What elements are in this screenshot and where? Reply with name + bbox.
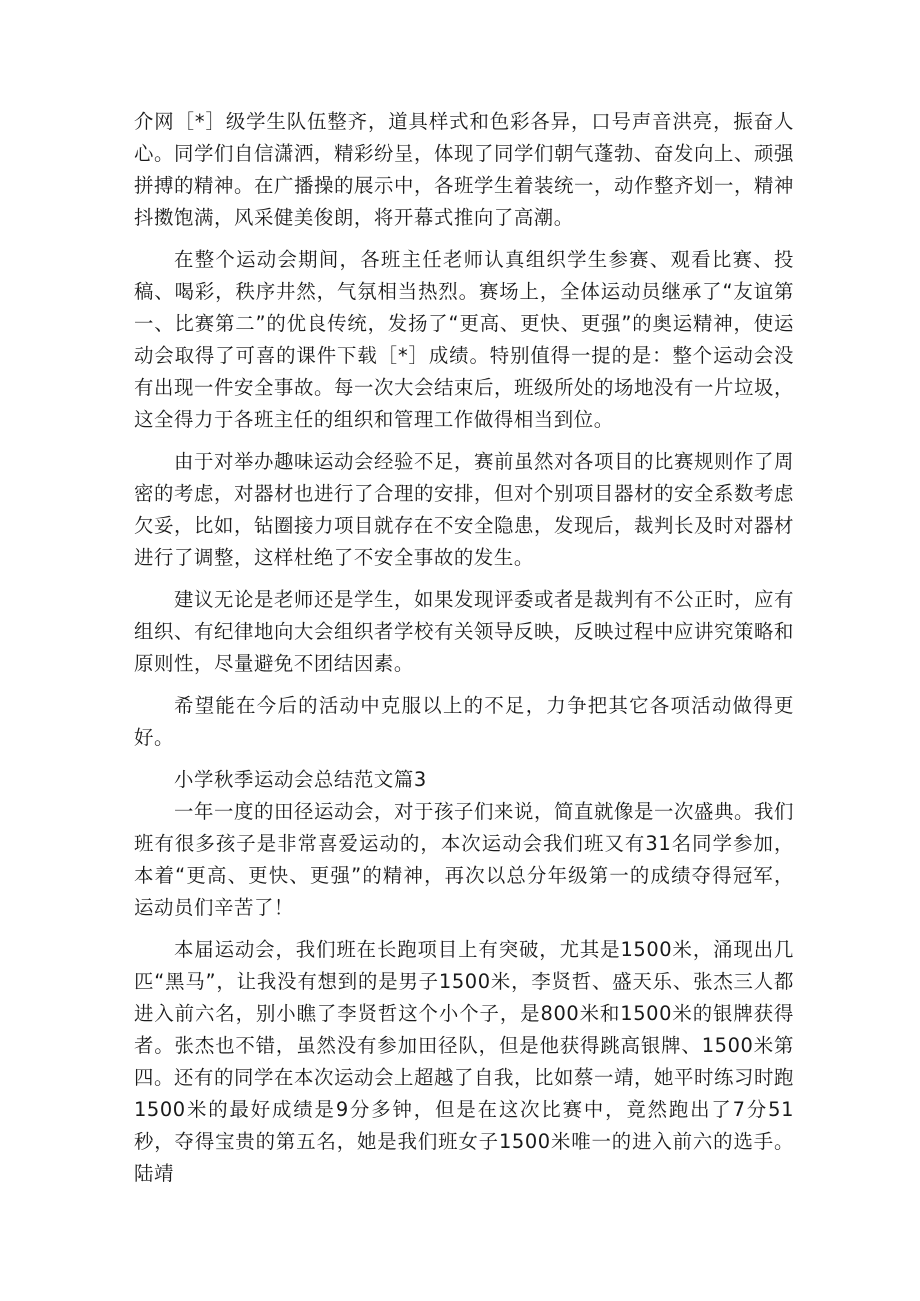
paragraph: 由于对举办趣味运动会经验不足，赛前虽然对各项目的比赛规则作了周密的考虑，对器材也进行了合理的安排，但对个别项目器材的安全系数考虑欠妥，比如，钻圈接力项目就存在不安全隐患，发现后，裁判长及时对器材进行了调整，这样杜绝了不安全事故的发生。 — [134, 450, 794, 569]
paragraph: 建议无论是老师还是学生，如果发现评委或者是裁判有不公正时，应有组织、有纪律地向大会组织者学校有关领导反映，反映过程中应讲究策略和原则性，尽量避免不团结因素。 — [134, 588, 794, 675]
document-body — [134, 106, 794, 1190]
paragraph: 本届运动会，我们班在长跑项目上有突破，尤其是1500米，涌现出几匹“黑马”，让我没有想到的是男子1500米，李贤哲、盛天乐、张杰三人都进入前六名，别小瞧了李贤哲这个小个子，是800米和1500米的银牌获得者。张杰也不错，虽然没有参加田径队，但是他获得跳高银牌、1500米第四。还有的同学在本次运动会上超越了自我，比如蔡一靖，她平时练习时跑1500米的最好成绩是9分多钟，但是在这次比赛中，竟然跑出了7分51秒，夺得宝贵的第五名，她是我们班女子1500米唯一的进入前六的选手。陆靖 — [134, 938, 795, 1185]
paragraph-continuation: 介网［*］级学生队伍整齐，道具样式和色彩各异，口号声音洪亮，振奋人心。同学们自信潇洒，精彩纷呈，体现了同学们朝气蓬勃、奋发向上、顽强拼搏的精神。在广播操的展示中，各班学生着装统一，动作整齐划一，精神抖擞饱满，风采健美俊朗，将开幕式推向了高潮。 — [134, 110, 794, 229]
section-heading: 小学秋季运动会总结范文篇3 — [174, 768, 427, 791]
paragraph: 一年一度的田径运动会，对于孩子们来说，简直就像是一次盛典。我们班有很多孩子是非常喜爱运动的，本次运动会我们班又有31名同学参加，本着“更高、更快、更强”的精神，再次以总分年级第一的成绩夺得冠军，运动员们辛苦了！ — [134, 800, 794, 919]
paragraph: 希望能在今后的活动中克服以上的不足，力争把其它各项活动做得更好。 — [134, 694, 794, 749]
paragraph: 在整个运动会期间，各班主任老师认真组织学生参赛、观看比赛、投稿、喝彩，秩序井然，气氛相当热烈。赛场上，全体运动员继承了“友谊第一、比赛第二”的优良传统，发扬了“更高、更快、更强”的奥运精神，使运动会取得了可喜的课件下载［*］成绩。特别值得一提的是：整个运动会没有出现一件安全事故。每一次大会结束后，班级所处的场地没有一片垃圾，这全得力于各班主任的组织和管理工作做得相当到位。 — [134, 248, 794, 431]
